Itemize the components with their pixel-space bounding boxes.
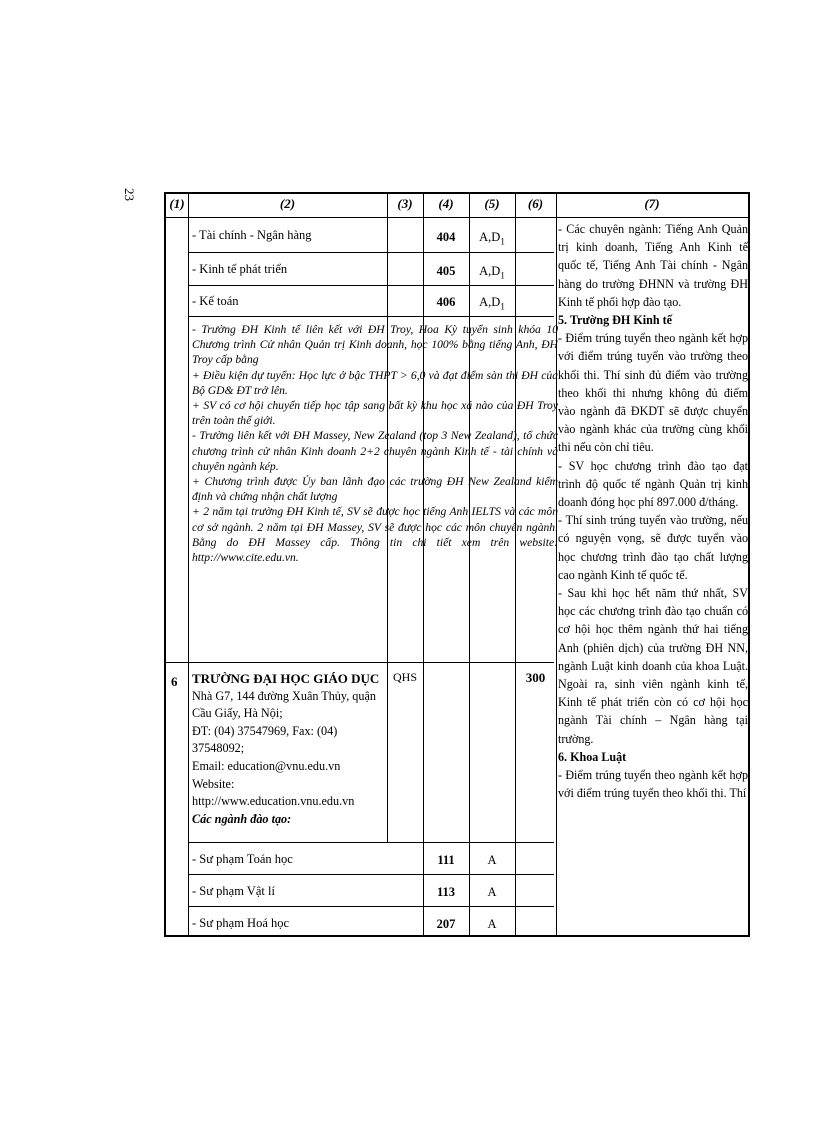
exam-group: A xyxy=(487,885,497,899)
note-line: + 2 năm tại trường ĐH Kinh tế, SV sẽ được học tiếng Anh IELTS và các môn cơ sở ngành. 2 năm tại ĐH Massey, SV sẽ được học các môn chuyên ngành. Bằng do ĐH Massey cấp. Thông tin chi tiết xem trên website: http://www.cite.edu.vn. xyxy=(192,505,558,565)
school-code: QHS xyxy=(392,670,417,684)
major-name: - Kinh tế phát triển xyxy=(192,262,288,276)
major-name: - Tài chính - Ngân hàng xyxy=(192,228,312,242)
school-email: Email: education@vnu.edu.vn xyxy=(192,758,341,773)
note-line: - Trường liên kết với ĐH Massey, New Zealand (top 3 New Zealand), tổ chức chương trình cử nhân Kinh doanh 2+2 chuyên ngành Kinh tế - tài chính và chuyên ngành kép. xyxy=(192,429,558,473)
major-name: - Sư phạm Hoá học xyxy=(192,916,290,930)
notes-paragraph: - Các chuyên ngành: Tiếng Anh Quản trị kinh doanh, Tiếng Anh Kinh tế quốc tế, Tiếng Anh Tài chính - Ngân hàng do trường ĐHNN và trường ĐH Kinh tế phối hợp đào tạo. xyxy=(558,222,748,309)
notes-paragraph: - Thí sinh trúng tuyển vào trường, nếu có nguyện vọng, sẽ được tuyển vào học chương trình đào tạo chất lượng cao ngành Kinh tế quốc tế. xyxy=(558,513,748,582)
major-code: 207 xyxy=(436,917,456,931)
school-info xyxy=(192,670,387,828)
exam-group: $A,D_1$ xyxy=(479,230,505,247)
notes-paragraph: - Điểm trúng tuyển theo ngành kết hợp với điểm trúng tuyển vào trường theo khối thi. Thí sinh đủ điểm vào trường theo khối thi nhưng không đủ điểm vào ngành đã ĐKDT sẽ được chuyển vào ngành khác của trường cùng khối thi nếu còn chỉ tiêu. xyxy=(558,331,748,455)
major-code: 113 xyxy=(436,885,456,899)
header-col-2: (2) xyxy=(279,196,296,211)
notes-paragraph: - Điểm trúng tuyển theo ngành kết hợp với điểm trúng tuyển theo khối thi. Thí xyxy=(558,768,748,801)
majors-label: Các ngành đào tạo: xyxy=(192,811,292,826)
school-phone: ĐT: (04) 37547969, Fax: (04) 37548092; xyxy=(192,723,338,756)
exam-group: $A,D_1$ xyxy=(479,295,505,312)
notes-heading: 5. Trường ĐH Kinh tế xyxy=(558,313,672,328)
notes-paragraph: - Sau khi học hết năm thứ nhất, SV học các chương trình đào tạo chuẩn có cơ hội học thêm ngành thứ hai tiếng Anh (phiên dịch) của trường ĐH NN, ngành Luật kinh doanh của khoa Luật. Ngoài ra, sinh viên ngành kinh tế, Kinh tế phát triển còn có cơ hội học ngành Tài chính – Ngân hàng tại trường. xyxy=(558,586,748,746)
header-col-1: (1) xyxy=(169,196,185,211)
joint-program-note xyxy=(192,322,558,565)
school-name: TRƯỜNG ĐẠI HỌC GIÁO DỤC xyxy=(192,671,380,686)
notes-heading: 6. Khoa Luật xyxy=(558,749,627,764)
exam-group: A xyxy=(487,853,497,867)
note-line: + Điều kiện dự tuyển: Học lực ở bậc THPT > 6,0 và đạt điểm sàn thi ĐH của Bộ GD& ĐT trở lên. xyxy=(192,368,558,397)
note-line: - Trường ĐH Kinh tế liên kết với ĐH Troy, Hoa Kỳ tuyển sinh khóa 10 Chương trình Cử nhân Quản trị Kinh doanh, học 100% bằng tiếng Anh, ĐH Troy cấp bằng xyxy=(192,323,558,367)
header-col-6: (6) xyxy=(527,196,544,211)
header-col-3: (3) xyxy=(397,196,413,211)
note-line: + Chương trình được Ủy ban lãnh đạo các trường ĐH New Zealand kiểm định và chứng nhận chất lượng xyxy=(192,475,558,504)
major-code: 406 xyxy=(436,295,456,309)
school-index: 6 xyxy=(171,674,178,689)
school-quota: 300 xyxy=(525,670,546,685)
header-col-7: (7) xyxy=(644,196,660,211)
exam-group: $A,D_1$ xyxy=(479,264,505,281)
header-col-5: (5) xyxy=(484,196,500,211)
header-col-4: (4) xyxy=(438,196,454,211)
exam-group: A xyxy=(487,917,497,931)
note-line: + SV có cơ hội chuyển tiếp học tập sang bất kỳ khu học xá nào của ĐH Troy trên toàn thế giới. xyxy=(192,399,558,428)
school-website: Website: http://www.education.vnu.edu.vn xyxy=(192,776,355,809)
admissions-table xyxy=(164,192,750,937)
admission-notes-column xyxy=(558,220,748,803)
major-name: - Sư phạm Toán học xyxy=(192,852,293,866)
major-code: 111 xyxy=(437,853,455,867)
major-code: 404 xyxy=(436,230,456,244)
major-name: - Kế toán xyxy=(192,294,239,308)
school-address: Nhà G7, 144 đường Xuân Thủy, quận Cầu Giấy, Hà Nội; xyxy=(192,688,376,721)
major-code: 405 xyxy=(436,264,456,278)
major-name: - Sư phạm Vật lí xyxy=(192,884,275,898)
notes-paragraph: - SV học chương trình đào tạo đạt trình độ quốc tế ngành Quản trị kinh doanh đóng học phí 897.000 đ/tháng. xyxy=(558,458,748,510)
page-number: 23 xyxy=(122,188,137,201)
